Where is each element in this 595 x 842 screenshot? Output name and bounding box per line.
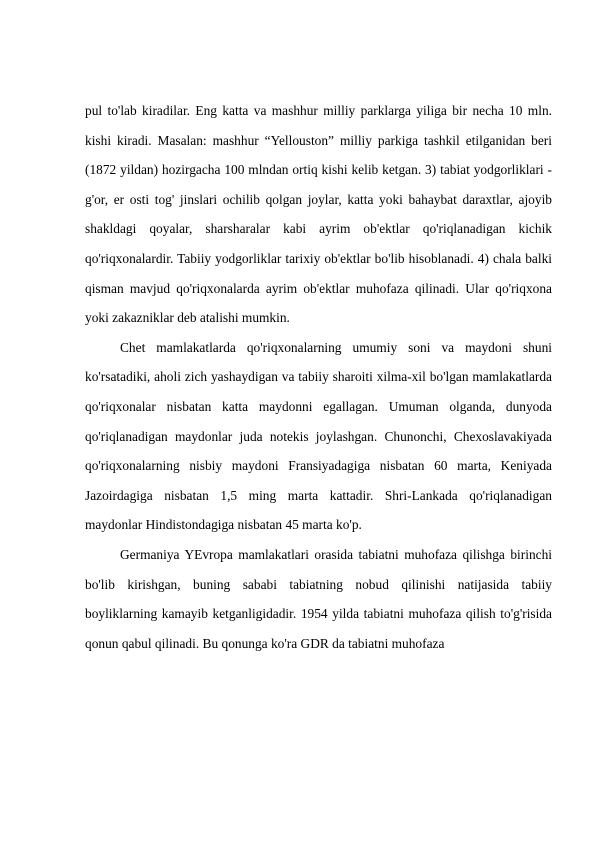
paragraph-3: Germaniya YEvropa mamlakatlari orasida tabiatni muhofaza qilishga birinchi bo'lib kirishgan, buning sababi tabiatning nobud qilinishi natijasida tabiiy boyliklarning kamayib ketganligidadir. 1954 yilda tabiatni muhofaza qilish to'g'risida qonun qabul qilinadi. Bu qonunga ko'ra GDR da tabiatni muhofaza [85,546,552,651]
paragraph-1: pul to'lab kiradilar. Eng katta va mashhur milliy parklarga yiliga bir necha 10 mln. kishi kiradi. Masalan: mashhur “Yellouston” milliy parkiga tashkil etilganidan beri (1872 yildan) hozirgacha 100 mlndan ortiq kishi kelib ketgan. 3) tabiat yodgorliklari - g'or, er osti tog' jinslari ochilib qolgan joylar, katta yoki bahaybat daraxtlar, ajoyib shakldagi qoyalar, sharsharalar kabi ayrim ob'ektlar qo'riqlanadigan kichik qo'riqxonalardir. Tabiiy yodgorliklar tarixiy ob'ektlar bo'lib hisoblanadi. 4) chala balki qisman mavjud qo'riqxonalarda ayrim ob'ektlar muhofaza qilinadi. Ular qo'riqxona yoki zakazniklar deb atalishi mumkin. [85,103,552,326]
paragraph-2: Chet mamlakatlarda qo'riqxonalarning umumiy soni va maydoni shuni ko'rsatadiki, aholi zich yashaydigan va tabiiy sharoiti xilma-xil bo'lgan mamlakatlarda qo'riqxonalar nisbatan katta maydonni egallagan. Umuman olganda, dunyoda qo'riqlanadigan maydonlar juda notekis joylashgan. Chunonchi, Chexoslavakiyada qo'riqxonalarning nisbiy maydoni Fransiyadagiga nisbatan 60 marta, Keniyada Jazoirdagiga nisbatan 1,5 ming marta kattadir. Shri-Lankada qo'riqlanadigan maydonlar Hindistondagiga nisbatan 45 marta ko'p. [85,339,552,533]
document-page [85,96,552,658]
